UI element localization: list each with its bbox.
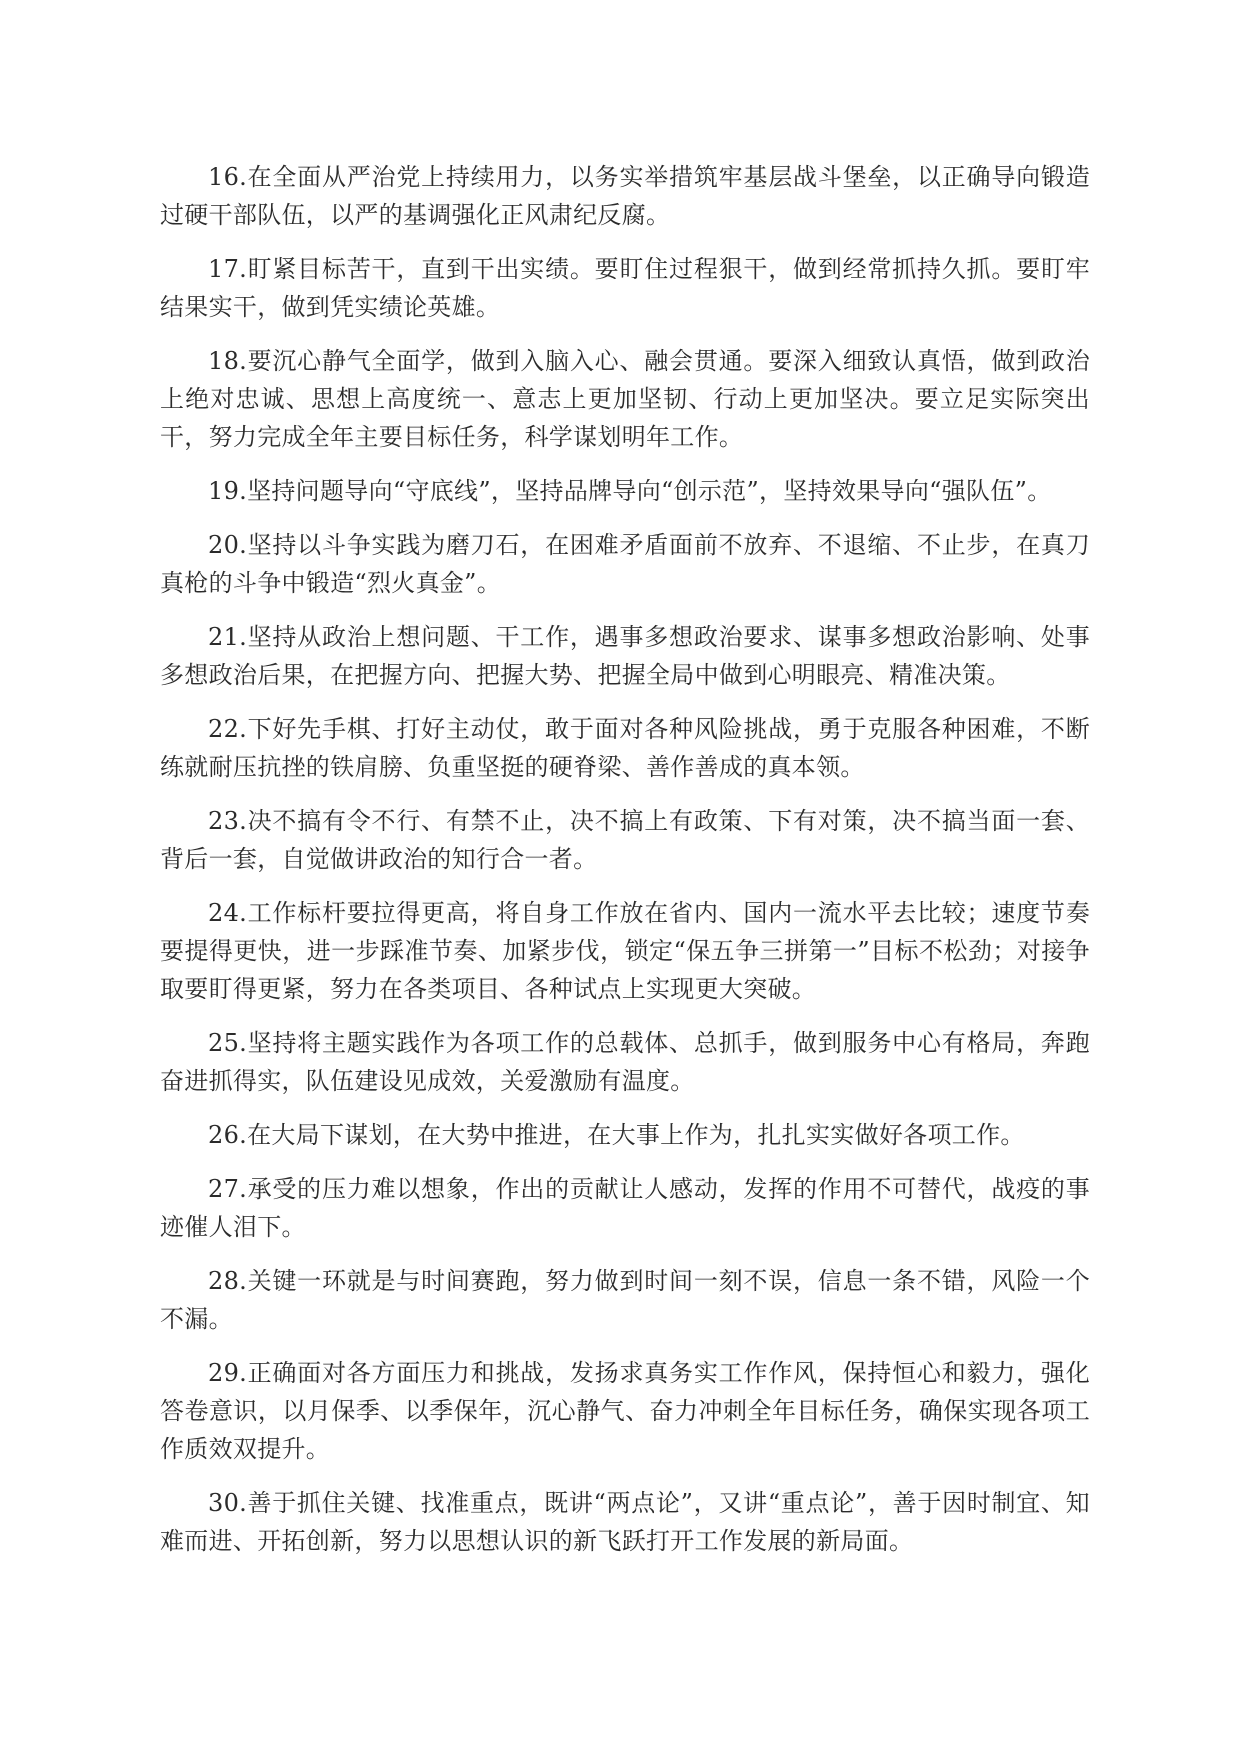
paragraph-19 (160, 472, 1090, 510)
paragraph-text: 坚持从政治上想问题、干工作，遇事多想政治要求、谋事多想政治影响、处事多想政治后果，在把握方向、把握大势、把握全局中做到心明眼亮、精准决策。 (160, 623, 1090, 689)
paragraph-text: 决不搞有令不行、有禁不止，决不搞上有政策、下有对策，决不搞当面一套、背后一套，自觉做讲政治的知行合一者。 (160, 807, 1090, 873)
paragraph-text: 坚持将主题实践作为各项工作的总载体、总抓手，做到服务中心有格局，奔跑奋进抓得实，队伍建设见成效，关爱激励有温度。 (160, 1029, 1090, 1095)
paragraph-number: 30. (208, 1489, 248, 1517)
paragraph-text: 在全面从严治党上持续用力，以务实举措筑牢基层战斗堡垒，以正确导向锻造过硬干部队伍，以严的基调强化正风肃纪反腐。 (160, 163, 1090, 229)
paragraph-22 (160, 710, 1090, 786)
paragraph-number: 22. (208, 715, 248, 743)
paragraph-number: 23. (208, 807, 248, 835)
paragraph-30 (160, 1484, 1090, 1560)
paragraph-number: 19. (208, 477, 248, 505)
paragraph-number: 29. (208, 1359, 248, 1387)
paragraph-number: 21. (208, 623, 248, 651)
paragraph-text: 在大局下谋划，在大势中推进，在大事上作为，扎扎实实做好各项工作。 (247, 1121, 1025, 1149)
paragraph-25 (160, 1024, 1090, 1100)
paragraph-text: 坚持问题导向“守底线”，坚持品牌导向“创示范”，坚持效果导向“强队伍”。 (247, 477, 1052, 505)
paragraph-20 (160, 526, 1090, 602)
paragraph-23 (160, 802, 1090, 878)
paragraph-text: 下好先手棋、打好主动仗，敢于面对各种风险挑战，勇于克服各种困难，不断练就耐压抗挫的铁肩膀、负重坚挺的硬脊梁、善作善成的真本领。 (160, 715, 1090, 781)
paragraph-text: 要沉心静气全面学，做到入脑入心、融会贯通。要深入细致认真悟，做到政治上绝对忠诚、思想上高度统一、意志上更加坚韧、行动上更加坚决。要立足实际突出干，努力完成全年主要目标任务，科学谋划明年工作。 (160, 347, 1090, 451)
paragraph-text: 承受的压力难以想象，作出的贡献让人感动，发挥的作用不可替代，战疫的事迹催人泪下。 (160, 1175, 1090, 1241)
paragraph-number: 26. (208, 1121, 248, 1149)
document-body (160, 158, 1090, 1576)
paragraph-18 (160, 342, 1090, 456)
paragraph-number: 20. (208, 531, 248, 559)
paragraph-26 (160, 1116, 1090, 1154)
paragraph-16 (160, 158, 1090, 234)
paragraph-text: 坚持以斗争实践为磨刀石，在困难矛盾面前不放弃、不退缩、不止步，在真刀真枪的斗争中锻造“烈火真金”。 (160, 531, 1090, 597)
paragraph-number: 16. (208, 163, 248, 191)
paragraph-text: 盯紧目标苦干，直到干出实绩。要盯住过程狠干，做到经常抓持久抓。要盯牢结果实干，做到凭实绩论英雄。 (160, 255, 1090, 321)
paragraph-number: 28. (208, 1267, 248, 1295)
paragraph-text: 关键一环就是与时间赛跑，努力做到时间一刻不误，信息一条不错，风险一个不漏。 (160, 1267, 1090, 1333)
paragraph-29 (160, 1354, 1090, 1468)
paragraph-number: 17. (208, 255, 248, 283)
paragraph-28 (160, 1262, 1090, 1338)
paragraph-number: 27. (208, 1175, 248, 1203)
paragraph-text: 正确面对各方面压力和挑战，发扬求真务实工作作风，保持恒心和毅力，强化答卷意识，以月保季、以季保年，沉心静气、奋力冲刺全年目标任务，确保实现各项工作质效双提升。 (160, 1359, 1090, 1463)
paragraph-24 (160, 894, 1090, 1008)
paragraph-number: 25. (208, 1029, 248, 1057)
paragraph-27 (160, 1170, 1090, 1246)
paragraph-number: 24. (208, 899, 248, 927)
paragraph-21 (160, 618, 1090, 694)
paragraph-number: 18. (208, 347, 248, 375)
paragraph-17 (160, 250, 1090, 326)
paragraph-text: 善于抓住关键、找准重点，既讲“两点论”，又讲“重点论”，善于因时制宜、知难而进、开拓创新，努力以思想认识的新飞跃打开工作发展的新局面。 (160, 1489, 1090, 1555)
paragraph-text: 工作标杆要拉得更高，将自身工作放在省内、国内一流水平去比较；速度节奏要提得更快，进一步踩准节奏、加紧步伐，锁定“保五争三拼第一”目标不松劲；对接争取要盯得更紧，努力在各类项目、各种试点上实现更大突破。 (160, 899, 1090, 1003)
